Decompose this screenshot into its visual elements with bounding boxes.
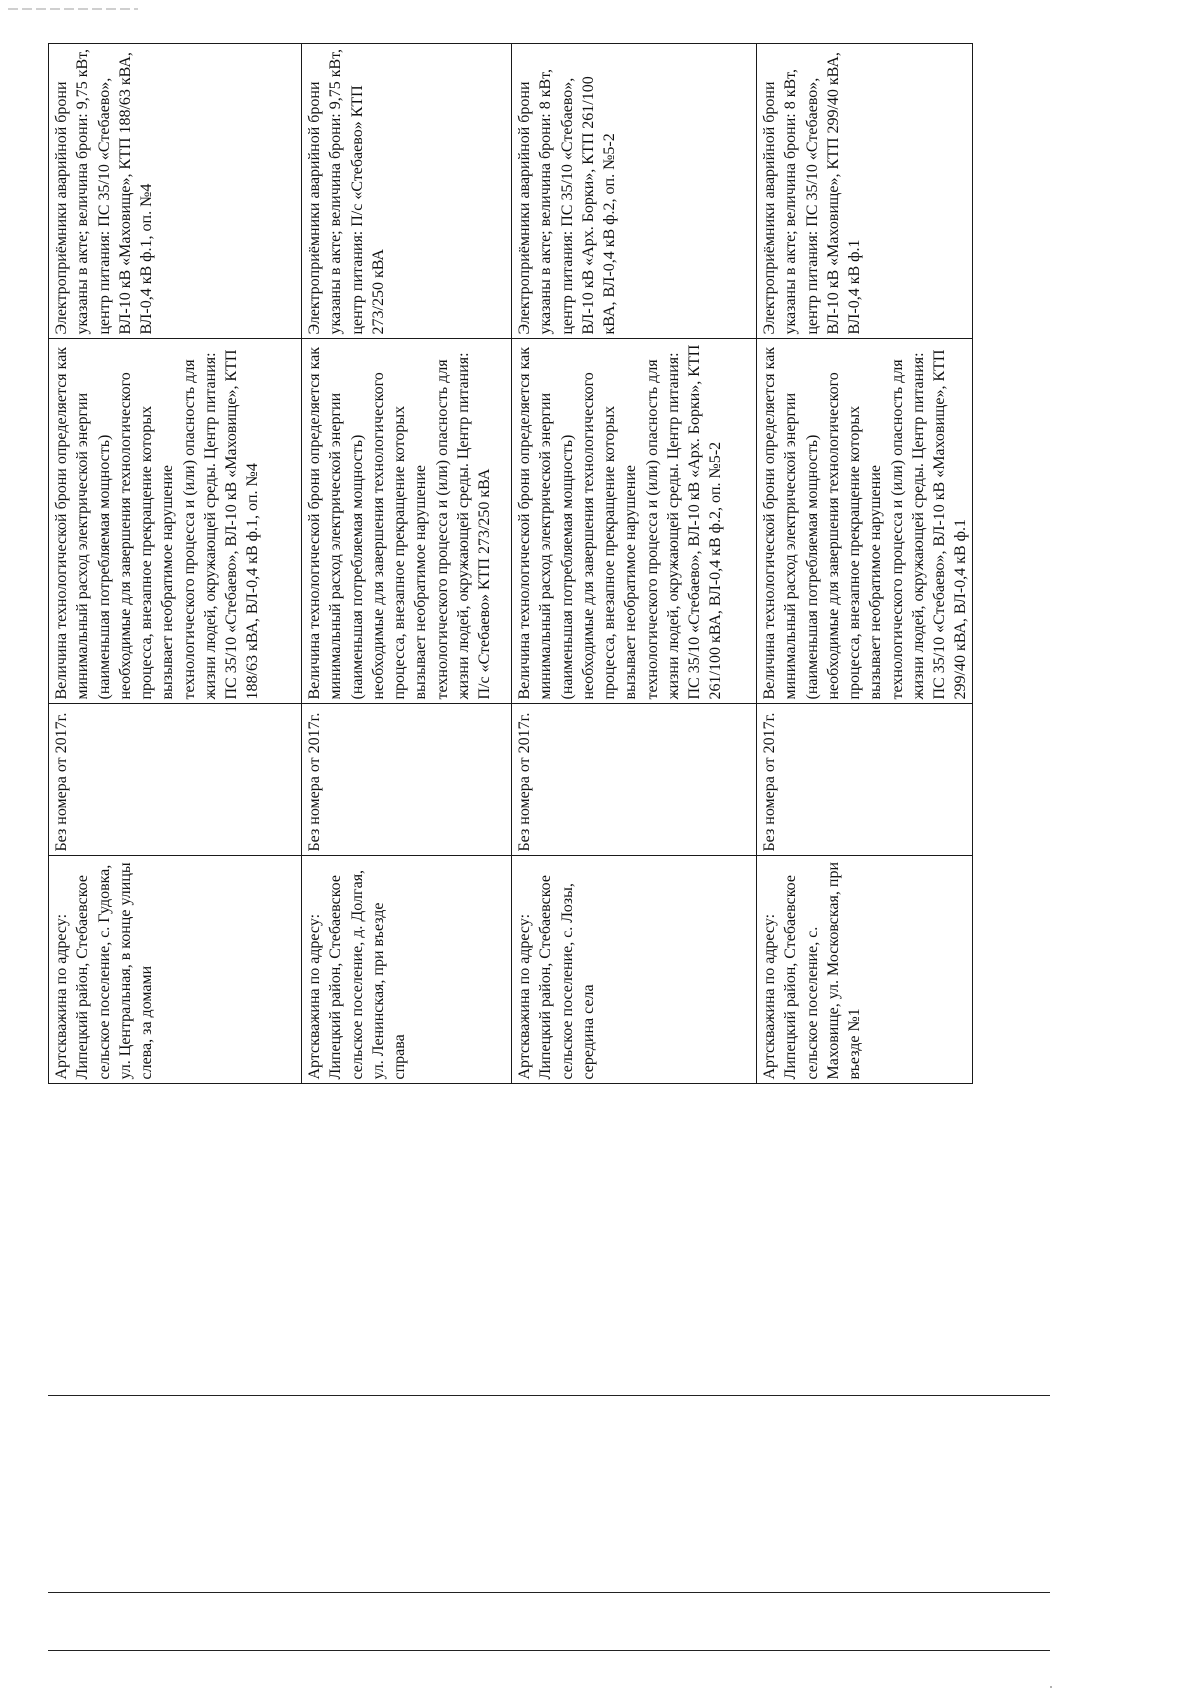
horizontal-rule <box>48 1650 1050 1651</box>
technological-reserve-cell: Величина технологической брони определяется как минимальный расход электрической энергии (наименьшая потребляемая мощность) необходимые для завершения технологического процесса, внезапное прекращение которых вызывает необратимое нарушение технологического процесса и (или) опасность для жизни людей, окружающей среды. Центр питания: ПС 35/10 «Стебаево», ВЛ-10 кВ «Маховище», КТП 188/63 кВА, ВЛ-0,4 кВ ф.1, оп. №4 <box>49 339 302 704</box>
table-row <box>302 44 512 1394</box>
object-cell: Артскважина по адресу: Липецкий район, Стебаевское сельское поселение, д. Долгая, ул. Ленинская, при въезде справа <box>302 856 512 1084</box>
object-cell: Артскважина по адресу: Липецкий район, Стебаевское сельское поселение, с. Гудовка, ул. Центральная, в конце улицы слева, за домами <box>49 856 302 1084</box>
document-cell: Без номера от 2017г. <box>757 704 973 856</box>
horizontal-rule <box>48 1395 1050 1396</box>
emergency-reserve-cell: Электроприёмники аварийной брони указаны в акте; величина брони: 9,75 кВт, центр питания: ПС 35/10 «Стебаево», ВЛ-10 кВ «Маховище», КТП 188/63 кВА, ВЛ-0,4 кВ ф.1, оп. №4 <box>49 44 302 339</box>
table-row <box>512 44 757 1394</box>
table-row <box>757 44 973 1394</box>
technological-reserve-cell: Величина технологической брони определяется как минимальный расход электрической энергии (наименьшая потребляемая мощность) необходимые для завершения технологического процесса, внезапное прекращение которых вызывает необратимое нарушение технологического процесса и (или) опасность для жизни людей, окружающей среды. Центр питания: ПС 35/10 «Стебаево», ВЛ-10 кВ «Маховище», КТП 299/40 кВА, ВЛ-0,4 кВ ф.1 <box>757 339 973 704</box>
emergency-reserve-cell: Электроприёмники аварийной брони указаны в акте; величина брони: 8 кВт, центр питания: ПС 35/10 «Стебаево», ВЛ-10 кВ «Маховище», КТП 299/40 кВА, ВЛ-0,4 кВ ф.1 <box>757 44 973 339</box>
empty-cell <box>49 1084 302 1394</box>
rotated-document-table <box>48 44 970 1394</box>
document-cell: Без номера от 2017г. <box>302 704 512 856</box>
object-cell: Артскважина по адресу: Липецкий район, Стебаевское сельское поселение, с. Маховище, ул. Московская, при въезде №1 <box>757 856 973 1084</box>
scan-speck <box>1050 1686 1052 1688</box>
emergency-reserve-cell: Электроприёмники аварийной брони указаны в акте; величина брони: 8 кВт, центр питания: ПС 35/10 «Стебаево», ВЛ-10 кВ «Арх. Борки», КТП 261/100 кВА, ВЛ-0,4 кВ ф.2, оп. №5-2 <box>512 44 757 339</box>
emergency-reserve-cell: Электроприёмники аварийной брони указаны в акте; величина брони: 9,75 кВт, центр питания: П/с «Стебаево» КТП 273/250 кВА <box>302 44 512 339</box>
object-cell: Артскважина по адресу: Липецкий район, Стебаевское сельское поселение, с. Лозы, середина села <box>512 856 757 1084</box>
table-row <box>49 44 302 1394</box>
horizontal-rule <box>48 1592 1050 1593</box>
power-reserve-table <box>48 44 973 1395</box>
document-cell: Без номера от 2017г. <box>512 704 757 856</box>
scan-header-mark <box>8 8 138 10</box>
technological-reserve-cell: Величина технологической брони определяется как минимальный расход электрической энергии (наименьшая потребляемая мощность) необходимые для завершения технологического процесса, внезапное прекращение которых вызывает необратимое нарушение технологического процесса и (или) опасность для жизни людей, окружающей среды. Центр питания: ПС 35/10 «Стебаево», ВЛ-10 кВ «Арх. Борки», КТП 261/100 кВА, ВЛ-0,4 кВ ф.2, оп. №5-2 <box>512 339 757 704</box>
empty-cell <box>302 1084 512 1394</box>
empty-cell <box>512 1084 757 1394</box>
technological-reserve-cell: Величина технологической брони определяется как минимальный расход электрической энергии (наименьшая потребляемая мощность) необходимые для завершения технологического процесса, внезапное прекращение которых вызывает необратимое нарушение технологического процесса и (или) опасность для жизни людей, окружающей среды. Центр питания: П/с «Стебаево» КТП 273/250 кВА <box>302 339 512 704</box>
empty-cell <box>757 1084 973 1394</box>
document-cell: Без номера от 2017г. <box>49 704 302 856</box>
